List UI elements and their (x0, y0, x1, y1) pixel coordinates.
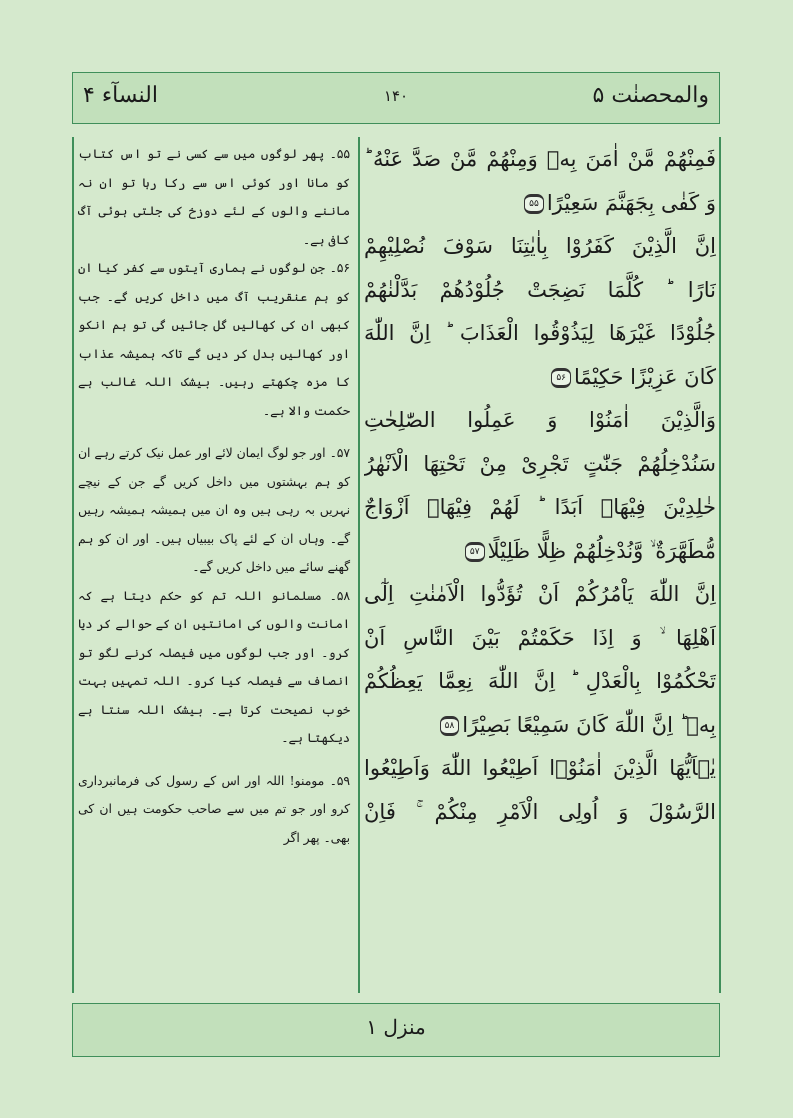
arabic-line-text: نَارًا ؕ كُلَّمَا نَضِجَتْ جُلُوْدُهُمْ بَدَّلْنٰهُمْ (364, 277, 716, 302)
arabic-line-text: فَمِنْهُمْ مَّنْ اٰمَنَ بِهٖ وَمِنْهُمْ مَّنْ صَدَّ عَنْهُ ؕ (364, 147, 716, 171)
arabic-line (364, 617, 716, 661)
arabic-line-text: وَ كَفٰى بِجَهَنَّمَ سَعِيْرًا (546, 190, 716, 215)
ayah-number-marker: ۵۵ (524, 194, 544, 214)
arabic-line (364, 530, 716, 574)
right-border-rule (719, 137, 721, 993)
arabic-line-text: اِنَّ الَّذِيْنَ كَفَرُوْا بِاٰيٰتِنَا سَوْفَ نُصْلِيْهِمْ (364, 234, 716, 258)
translation-paragraph: ۵۸۔ مسلمانو اللہ تم کو حکم دیتا ہے کہ امانت والوں کی امانتیں ان کے حوالے کر دیا کرو۔ اور جب لوگوں میں فیصلہ کرنے لگو تو انصاف سے فیصلہ کیا کرو۔ اللہ تمہیں بہت خوب نصیحت کرتا ہے۔ بیشک اللہ سنتا ہے دیکھتا ہے۔ (78, 588, 350, 745)
arabic-line (364, 312, 716, 356)
arabic-line-text: تَحْكُمُوْا بِالْعَدْلِ ؕ اِنَّ اللّٰهَ نِعِمَّا يَعِظُكُمْ (364, 669, 716, 693)
arabic-line (364, 356, 716, 400)
arabic-line (364, 225, 716, 269)
arabic-line (364, 182, 716, 226)
urdu-translation-column (78, 140, 350, 992)
translation-paragraph: ۵۵۔ پھر لوگوں میں سے کسی نے تو اس کتاب کو مانا اور کوئی اس سے رکا رہا تو ان نہ ماننے والوں کے لئے دوزخ کی جلتی ہوئی آگ کافی ہے۔ (78, 147, 350, 247)
translation-paragraph: ۵۶۔ جن لوگوں نے ہماری آیتوں سے کفر کیا ان کو ہم عنقریب آگ میں داخل کریں گے۔ جب کبھی ان کی کھالیں گل جائیں گی تو ہم انکو اور کھالیں بدل کر دیں گے تاکہ ہمیشہ عذاب کا مزہ چکھتے رہیں۔ بیشک اللہ غالب ہے حکمت والا ہے۔ (78, 261, 350, 418)
arabic-line-text: خٰلِدِيْنَ فِيْهَاۤ اَبَدًا ؕ لَهُمْ فِيْهَاۤ اَزْوَاجٌ (364, 495, 716, 519)
arabic-line (364, 747, 716, 791)
arabic-line (364, 138, 716, 182)
ayah-number-marker: ۵۷ (465, 542, 485, 562)
arabic-line-text: سَنُدْخِلُهُمْ جَنّٰتٍ تَجْرِىْ مِنْ تَحْتِهَا الْاَنْهٰرُ (364, 451, 716, 476)
page-footer (72, 1003, 720, 1057)
juz-title: والمحصنٰت ۵ (592, 83, 709, 108)
arabic-line-text: جُلُوْدًا غَيْرَهَا لِيَذُوْقُوا الْعَذَابَ ؕ اِنَّ اللّٰهَ (364, 321, 716, 345)
arabic-line-text: الرَّسُوْلَ وَ اُولِى الْاَمْرِ مِنْكُمْ ۚ فَاِنْ (364, 799, 716, 824)
surah-title: النسآء ۴ (83, 83, 158, 108)
arabic-line-text: اِنَّ اللّٰهَ يَاْمُرُكُمْ اَنْ تُؤَدُّوا الْاَمٰنٰتِ اِلٰٓى (364, 582, 716, 606)
arabic-line-text: اَهْلِهَا ۙ وَ اِذَا حَكَمْتُمْ بَيْنَ النَّاسِ اَنْ (364, 625, 716, 650)
translation-paragraph: ۵۹۔ مومنو! اللہ اور اس کے رسول کی فرمانبرداری کرو اور جو تم میں سے صاحب حکومت ہیں ان کی بھی۔ پھر اگر (78, 773, 350, 845)
left-border-rule (72, 137, 74, 993)
translation-paragraph: ۵۷۔ اور جو لوگ ایمان لائے اور عمل نیک کرتے رہے ان کو ہم بہشتوں میں داخل کریں گے جن کے نیچے نہریں بہ رہی ہیں وہ ان میں ہمیشہ ہمیشہ رہیں گے۔ وہاں ان کے لئے پاک بیبیاں ہیں۔ اور ان کو ہم گھنے سائے میں داخل کریں گے۔ (78, 446, 350, 574)
arabic-line (364, 443, 716, 487)
arabic-line (364, 486, 716, 530)
arabic-line (364, 791, 716, 835)
ayah-number-marker: ۵۸ (440, 716, 460, 736)
page-number: ۱۴۰ (383, 87, 409, 105)
column-divider (358, 137, 360, 993)
arabic-line (364, 399, 716, 443)
manzil-label: منزل ۱ (366, 1015, 426, 1039)
arabic-text-column (364, 138, 716, 994)
arabic-line (364, 660, 716, 704)
arabic-line (364, 573, 716, 617)
page-header (72, 72, 720, 124)
ayah-number-marker: ۵۶ (551, 368, 571, 388)
arabic-line-text: مُّطَهَّرَةٌ ۙ وَّنُدْخِلُهُمْ ظِلًّا ظَلِيْلًا (487, 538, 716, 563)
arabic-line-text: بِهٖ ؕ اِنَّ اللّٰهَ كَانَ سَمِيْعًا بَصِيْرًا (462, 712, 716, 737)
arabic-line-text: وَالَّذِيْنَ اٰمَنُوْا وَ عَمِلُوا الصّٰلِحٰتِ (364, 408, 716, 432)
arabic-line-text: كَانَ عَزِيْزًا حَكِيْمًا (573, 364, 716, 389)
arabic-line (364, 269, 716, 313)
arabic-line (364, 704, 716, 748)
arabic-line-text: يٰۤاَيُّهَا الَّذِيْنَ اٰمَنُوْۤا اَطِيْعُوا اللّٰهَ وَاَطِيْعُوا (364, 756, 716, 780)
